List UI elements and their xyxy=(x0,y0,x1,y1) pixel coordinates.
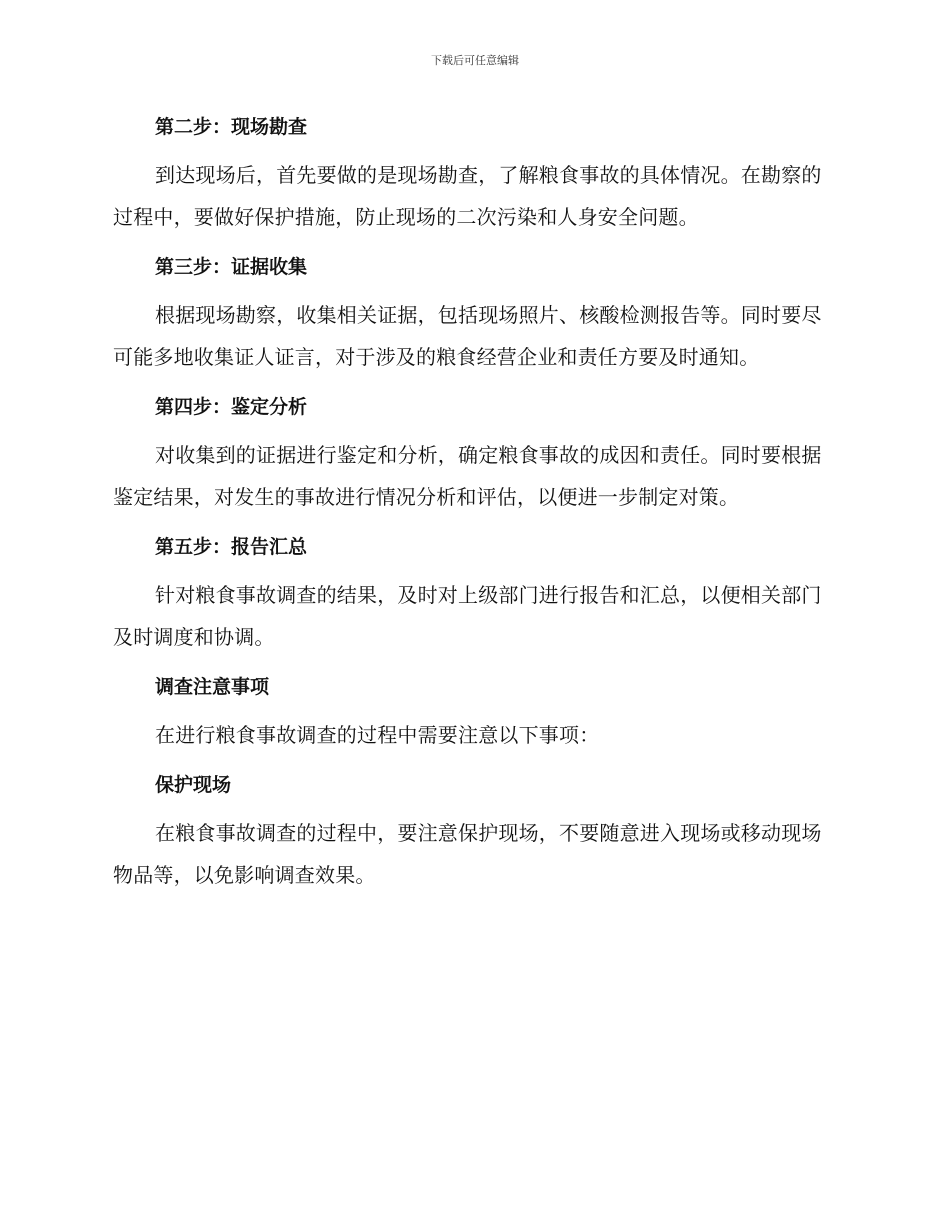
page-header: 下载后可任意编辑 xyxy=(431,54,519,67)
section-paragraph-step-5: 针对粮食事故调查的结果，及时对上级部门进行报告和汇总，以便相关部门及时调度和协调。 xyxy=(113,583,822,649)
section-paragraph-protect-scene: 在粮食事故调查的过程中，要注意保护现场，不要随意进入现场或移动现场物品等，以免影响调查效果。 xyxy=(113,821,822,887)
section-heading-step-4: 第四步：鉴定分析 xyxy=(155,396,308,418)
section-paragraph-step-4: 对收集到的证据进行鉴定和分析，确定粮食事故的成因和责任。同时要根据鉴定结果，对发生的事故进行情况分析和评估，以便进一步制定对策。 xyxy=(113,443,822,509)
section-heading-step-2: 第二步：现场勘查 xyxy=(155,116,308,138)
section-heading-step-3: 第三步：证据收集 xyxy=(155,256,308,278)
document-body xyxy=(113,108,839,896)
section-paragraph-notes: 在进行粮食事故调查的过程中需要注意以下事项： xyxy=(155,723,600,747)
section-paragraph-step-3: 根据现场勘察，收集相关证据，包括现场照片、核酸检测报告等。同时要尽可能多地收集证人证言，对于涉及的粮食经营企业和责任方要及时通知。 xyxy=(113,303,822,369)
section-heading-notes: 调查注意事项 xyxy=(155,676,270,698)
section-heading-step-5: 第五步：报告汇总 xyxy=(155,536,308,558)
section-heading-protect-scene: 保护现场 xyxy=(155,774,232,796)
section-paragraph-step-2: 到达现场后，首先要做的是现场勘查，了解粮食事故的具体情况。在勘察的过程中，要做好保护措施，防止现场的二次污染和人身安全问题。 xyxy=(113,163,822,229)
